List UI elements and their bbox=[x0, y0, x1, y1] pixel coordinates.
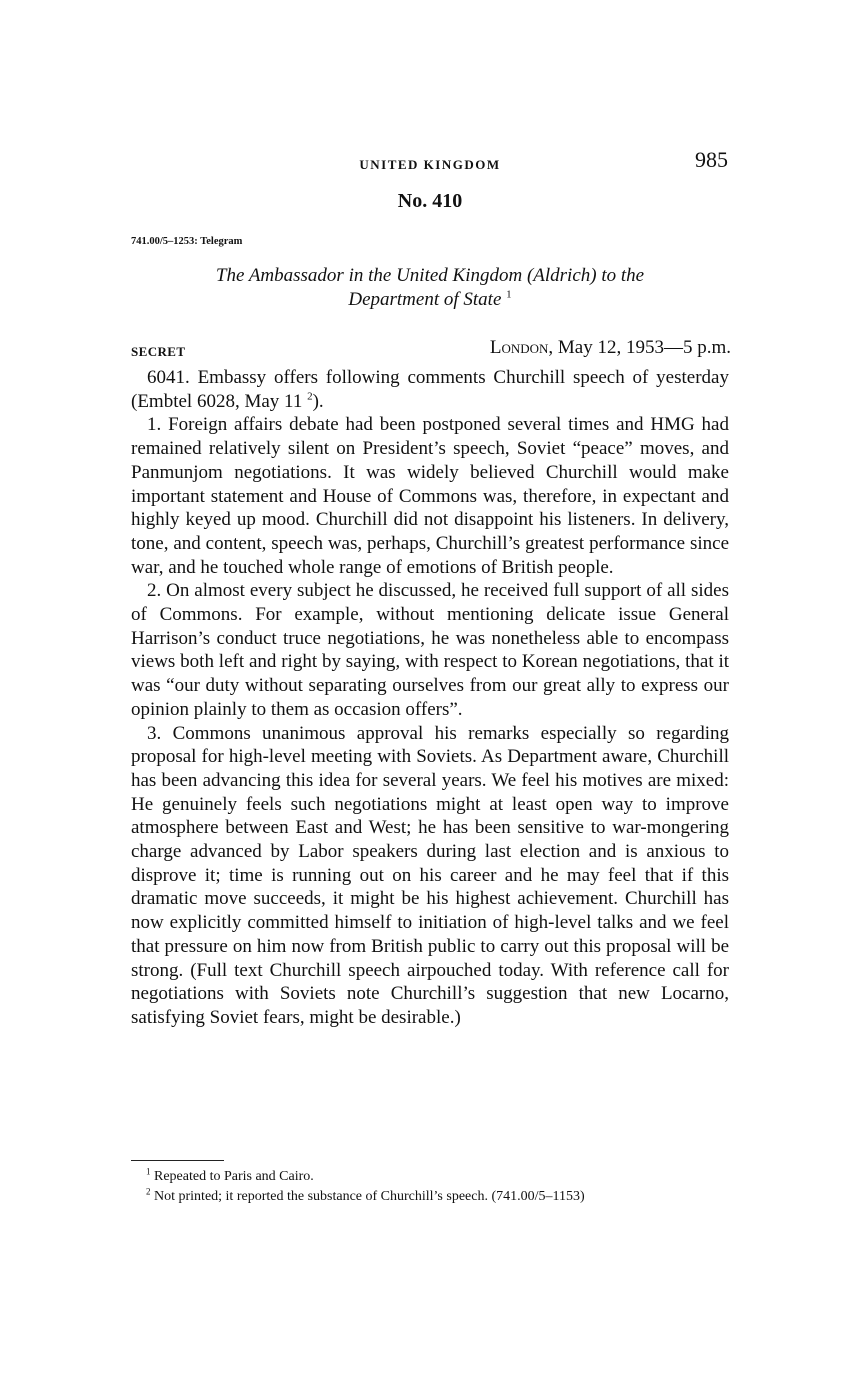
para-intro-text: 6041. Embassy offers following comments Churchill speech of yesterday (Embtel 6028, May 11 bbox=[131, 367, 729, 412]
paragraph-1: 1. Foreign affairs debate had been postponed several times and HMG had remained relatively silent on President’s speech, Soviet “peace” moves, and Panmunjom negotiations. It was widely believed Churchill would make important statement and House of Commons was, therefore, in expectant and highly keyed up mood. Churchill did not disappoint his listeners. In delivery, tone, and content, speech was, perhaps, Churchill’s greatest performance since war, and he touched whole range of emotions of British people. bbox=[131, 414, 729, 578]
footnote-text: Repeated to Paris and Cairo. bbox=[154, 1169, 314, 1184]
footnote-mark: 1 bbox=[146, 1166, 151, 1177]
date: , May 12, 1953—5 p.m. bbox=[548, 337, 731, 358]
telegram-body bbox=[131, 366, 729, 1030]
title-line-2 bbox=[130, 288, 730, 312]
page-number: 985 bbox=[695, 147, 728, 172]
classification-label: SECRET bbox=[131, 344, 186, 359]
paragraph-intro bbox=[131, 366, 729, 413]
footnote-text: Not printed; it reported the substance of Churchill’s speech. (741.00/5–1153) bbox=[154, 1189, 585, 1204]
section-title: UNITED KINGDOM bbox=[359, 157, 501, 172]
document-number: No. 410 bbox=[397, 190, 463, 212]
running-head bbox=[130, 147, 730, 177]
paragraph-3: 3. Commons unanimous approval his remarks especially so regarding proposal for high-level meeting with Soviets. As Department aware, Churchill has been advancing this idea for several years. We feel his motives are mixed: He genuinely feels such negotiations might at least open way to improve atmosphere between East and West; he has been sensitive to war-mongering charge advanced by Labor speakers during last election and is anxious to disprove it; time is running out on his career and he may feel that if this dramatic move succeeds, it might be his highest achievement. Churchill has now explicitly committed himself to initiation of high-level talks and we feel that pressure on him now from British public to carry out this proposal will be strong. (Full text Churchill speech airpouched today. With reference call for negotiations with Soviets note Churchill’s suggestion that new Locarno, satisfying Soviet fears, might be desirable.) bbox=[131, 722, 729, 1028]
footnote-mark: 2 bbox=[146, 1186, 151, 1197]
footnotes bbox=[131, 1167, 731, 1207]
paragraph-2: 2. On almost every subject he discussed, he received full support of all sides of Commons. For example, without mentioning delicate issue General Harrison’s conduct truce negotiations, he was nonetheless able to encompass views both left and right by saying, with respect to Korean negotiations, that it was “our duty without separating ourselves from our great ally to express our opinion plainly to them as occasion offers”. bbox=[131, 580, 729, 720]
file-reference: 741.00/5–1253: Telegram bbox=[131, 236, 243, 247]
footnote-divider bbox=[131, 1160, 224, 1161]
footnote-2 bbox=[131, 1187, 731, 1207]
place: London bbox=[489, 337, 549, 358]
title-footnote-mark: 1 bbox=[506, 288, 512, 301]
place-and-date bbox=[490, 337, 731, 359]
dateline bbox=[131, 337, 731, 361]
title-line-1: The Ambassador in the United Kingdom (Aldrich) to the bbox=[215, 265, 645, 286]
footnote-1 bbox=[131, 1167, 731, 1187]
footnote-ref-2: 2 bbox=[307, 390, 313, 403]
document-title bbox=[130, 264, 730, 312]
para-intro-end: ). bbox=[312, 390, 324, 412]
title-line-2-text: Department of State bbox=[348, 289, 502, 310]
